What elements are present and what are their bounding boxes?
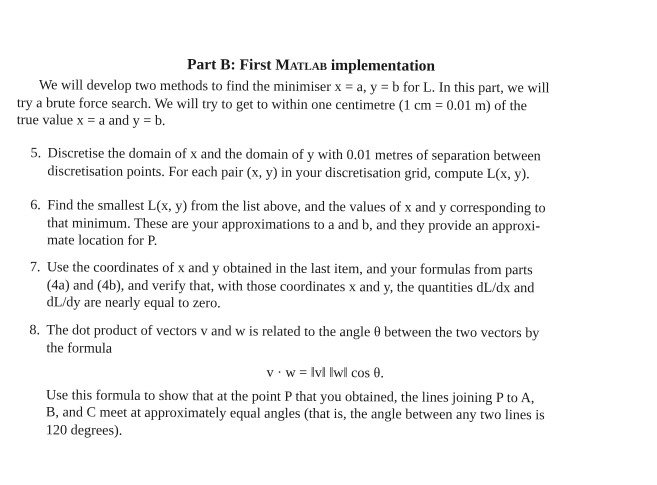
heading-matlab: Matlab — [275, 56, 328, 74]
item-line: that minimum. These are your approximations to a and b, and they provide an approxi- — [47, 214, 541, 234]
item-line: discretisation points. For each pair (x, y) in your discretisation grid, compute L(x, y). — [47, 162, 530, 182]
intro-line: try a brute force search. We will try to get to within one centimetre (1 cm = 0.01 m) of the — [16, 94, 527, 114]
item-number: 5. — [30, 145, 42, 162]
item-number: 8. — [29, 322, 41, 339]
item-line: (4a) and (4b), and verify that, with those coordinates x and y, the quantities dL/dx and — [46, 276, 535, 296]
dot-product-formula: v · w = ‖v‖ ‖w‖ cos θ. — [266, 364, 384, 382]
item-line: 120 degrees). — [45, 421, 123, 439]
item-line: Find the smallest L(x, y) from the list above, and the values of x and y corresponding to — [47, 197, 546, 217]
intro-paragraph — [17, 77, 607, 133]
item-line: mate location for P. — [46, 232, 158, 249]
item-body — [46, 322, 605, 442]
list-item-7 — [30, 259, 605, 315]
item-line: B, and C meet at approximately equal angles (that is, the angle between any two lines is — [45, 404, 545, 424]
item-line: the formula — [46, 339, 113, 357]
heading-prefix: Part B: First — [187, 56, 276, 74]
item-line: Use this formula to show that at the point P that you obtained, the lines joining P to A, — [46, 386, 535, 406]
item-line: dL/dy are nearly equal to zero. — [46, 294, 221, 312]
item-line: The dot product of vectors v and w is related to the angle θ between the two vectors by — [46, 322, 540, 342]
heading-suffix: implementation — [326, 56, 436, 75]
list-item-8 — [29, 322, 605, 443]
item-number: 6. — [30, 197, 41, 214]
item-line: Use the coordinates of x and y obtained in the last item, and your formulas from parts — [46, 259, 533, 279]
intro-line: We will develop two methods to find the minimiser x = a, y = b for L. In this part, we will — [38, 77, 550, 97]
intro-line: true value x = a and y = b. — [16, 112, 166, 130]
section-heading — [1, 55, 621, 77]
list-item-6 — [30, 197, 605, 253]
list-item-5 — [30, 145, 605, 184]
item-number: 7. — [29, 259, 41, 276]
item-line: Discretise the domain of x and the domain of y with 0.01 metres of separation between — [47, 145, 541, 165]
item-body — [47, 197, 605, 253]
item-body — [47, 259, 605, 315]
item-body — [47, 145, 605, 183]
